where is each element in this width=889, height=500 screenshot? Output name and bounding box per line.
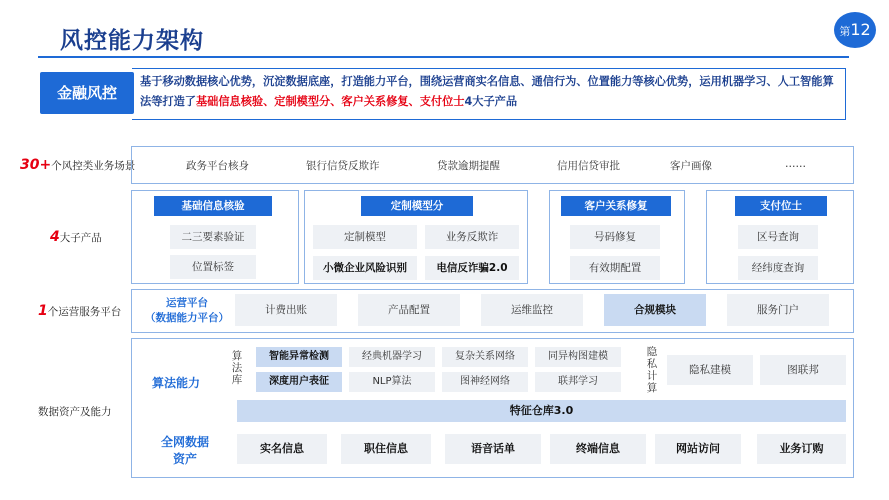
scenario-item: 银行信贷反欺诈 — [306, 160, 380, 172]
product-chip: 小微企业风险识别 — [313, 256, 417, 280]
product-group-title: 支付位士 — [735, 196, 827, 216]
data-asset-chip: 业务订购 — [757, 434, 846, 464]
algo-chip: 深度用户表征 — [256, 372, 342, 392]
privacy-chip: 隐私建模 — [667, 355, 753, 385]
net-title-line1: 全网数据 — [160, 435, 209, 449]
product-chip: 位置标签 — [170, 255, 256, 279]
product-chip: 定制模型 — [313, 225, 417, 249]
ops-title-line2: （数据能力平台） — [145, 312, 229, 324]
desc-part1: 基于移动数据核心优势，沉淀数据底座，打造能力平台，围绕运营商实名信息、通信行为、位置能力等核心优势，运用机器学习、人工智能算法等打造了 — [140, 75, 834, 108]
product-chip: 电信反诈骗2.0 — [425, 256, 519, 280]
ops-chip: 计费出账 — [235, 294, 337, 326]
privacy-char: 计 — [646, 370, 658, 382]
ops-chip: 服务门户 — [727, 294, 829, 326]
ops-platform-title — [144, 296, 230, 326]
data-asset-chip: 网站访问 — [655, 434, 741, 464]
net-title-line2: 资产 — [172, 452, 197, 466]
desc-part2: 4大子产品 — [464, 95, 518, 108]
scenario-item: …… — [785, 158, 806, 170]
ops-label — [38, 303, 121, 319]
desc-highlight: 基础信息核验、定制模型分、客户关系修复、支付位士 — [195, 95, 465, 108]
data-asset-chip: 实名信息 — [237, 434, 327, 464]
financial-risk-label: 金融风控 — [40, 72, 134, 114]
ops-chip: 产品配置 — [358, 294, 460, 326]
algo-lib-char: 库 — [231, 374, 243, 386]
products-num: 4 — [50, 229, 60, 245]
product-chip: 区号查询 — [738, 225, 818, 249]
privacy-char: 算 — [646, 382, 658, 394]
title-divider — [38, 56, 849, 58]
page-suffix: 页 — [849, 61, 861, 74]
product-group-title: 定制模型分 — [361, 196, 473, 216]
privacy-char: 私 — [646, 358, 658, 370]
algo-lib-char: 法 — [231, 362, 243, 374]
scenario-item: 信用信贷审批 — [557, 160, 620, 172]
page-number-badge — [834, 12, 876, 74]
algo-library-label — [231, 350, 243, 386]
scenario-item: 政务平台核身 — [186, 160, 249, 172]
algo-chip: NLP算法 — [349, 372, 435, 392]
algo-chip: 同异构图建模 — [535, 347, 621, 367]
ops-chip: 运维监控 — [481, 294, 583, 326]
products-label — [50, 229, 102, 245]
data-asset-chip: 终端信息 — [550, 434, 646, 464]
product-chip: 号码修复 — [570, 225, 660, 249]
privacy-chip: 图联邦 — [760, 355, 846, 385]
algo-chip: 智能异常检测 — [256, 347, 342, 367]
data-asset-chip: 语音话单 — [445, 434, 541, 464]
ops-num: 1 — [38, 303, 48, 319]
products-label-text: 大子产品 — [59, 232, 102, 244]
data-asset-chip: 职住信息 — [341, 434, 431, 464]
ops-title-line1: 运营平台 — [166, 297, 208, 309]
scenario-item: 客户画像 — [670, 160, 712, 172]
privacy-computing-label — [646, 346, 658, 394]
feature-store-bar: 特征仓库3.0 — [237, 400, 846, 422]
page-number: 12 — [850, 20, 871, 39]
product-chip: 业务反欺诈 — [425, 225, 519, 249]
page-prefix: 第 — [839, 25, 851, 38]
algo-chip: 联邦学习 — [535, 372, 621, 392]
data-assets-label: 数据资产及能力 — [38, 406, 112, 418]
privacy-char: 隐 — [646, 346, 658, 358]
algo-chip: 复杂关系网络 — [442, 347, 528, 367]
product-group-title: 基础信息核验 — [154, 196, 272, 216]
financial-risk-description — [132, 68, 846, 120]
ops-label-text: 个运营服务平台 — [47, 306, 122, 318]
algo-capability-title: 算法能力 — [152, 376, 201, 390]
product-group-title: 客户关系修复 — [561, 196, 671, 216]
scenario-item: 贷款逾期提醒 — [437, 160, 500, 172]
scenarios-label-text: 个风控类业务场景 — [51, 160, 136, 172]
page-title: 风控能力架构 — [60, 28, 204, 54]
ops-chip-compliance: 合规模块 — [604, 294, 706, 326]
product-chip: 经纬度查询 — [738, 256, 818, 280]
product-chip: 二三要素验证 — [170, 225, 256, 249]
algo-chip: 经典机器学习 — [349, 347, 435, 367]
algo-chip: 图神经网络 — [442, 372, 528, 392]
scenarios-label — [20, 157, 135, 173]
product-chip: 有效期配置 — [570, 256, 660, 280]
algo-lib-char: 算 — [231, 350, 243, 362]
network-data-title — [150, 434, 220, 468]
scenarios-num: 30+ — [20, 157, 52, 173]
